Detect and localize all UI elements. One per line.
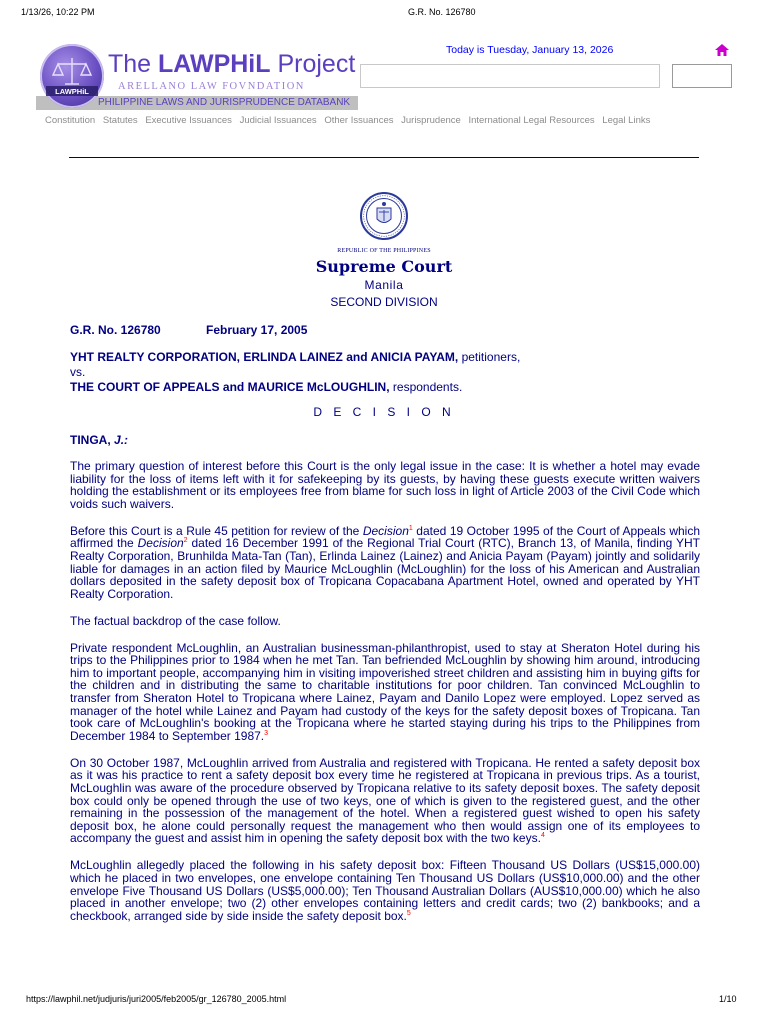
home-icon[interactable] — [714, 43, 730, 57]
versus-label: vs. — [70, 365, 86, 379]
paragraph-6: McLoughlin allegedly placed the following in his safety deposit box: Fifteen Thousand US Dollars (US$15,000.00) which he placed in two envelopes, one envelope containing Ten Thousand US Dollars (US$10,000.00) and the other envelope Five Thousand US Dollars (US$5,000.00); Ten Thousand Australian Dollars (AUS$10,000.00) which he also placed in another envelope; two (2) other envelopes containing letters and credit cards; two (2) bankbooks; and a checkbook, arranged side by side inside the safety deposit box.$^5$ — [70, 858, 700, 923]
court-name: Supreme Court — [315, 257, 453, 276]
print-url: https://lawphil.net/judjuris/juri2005/feb2005/gr_126780_2005.html — [26, 994, 287, 1004]
court-city: Manila — [364, 278, 404, 292]
footnote-link-5[interactable]: 5 — [406, 909, 411, 917]
lawphil-seal-logo — [40, 44, 104, 108]
main-nav — [45, 115, 655, 126]
paragraph-4: Private respondent McLoughlin, an Australian businessman-philanthropist, used to stay at Sheraton Hotel during his trips to the Philippines prior to 1984 when he met Tan. Tan befriended McLoughlin by showing him around, introducing him to important people, accompanying him in visiting impoverished street children and assisting him in buying gifts for the children and in distributing the same to charitable institutions for poor children. Tan convinced McLoughlin to transfer from Sheraton Hotel to Tropicana where Lainez, Payam and Danilo Lopez were employed. Lopez served as manager of the hotel while Lainez and Payam had custody of the keys for the safety deposit boxes of Tropicana. Tan took care of McLoughlin's booking at the Tropicana where he started staying during his trips to the Philippines from December 1984 to September 1987.$^3$ — [70, 640, 700, 743]
paragraph-2: Before this Court is a Rule 45 petition for review of the Decision$^1$ dated 19 October 1995 of the Court of Appeals which affirmed the Decision$^2$ dated 16 December 1991 of the Regional Trial Court (RTC), Branch 13, of Manila, finding YHT Realty Corporation, Brunhilda Mata-Tan (Tan), Erlinda Lainez (Lainez) and Anicia Payam (Payam) jointly and solidarily liable for damages in an action filed by Maurice McLoughlin (McLoughlin) for the loss of his American and Australian dollars deposited in the safety deposit box of Tropicana Copacabana Apartment Hotel, owned and operated by YHT Realty Corporation. — [70, 523, 700, 601]
foundation-label: ARELLANO LAW FOVNDATION — [118, 81, 305, 92]
nav-statutes[interactable]: Statutes — [102, 115, 138, 126]
respondents: THE COURT OF APPEALS and MAURICE McLOUGHLIN, — [70, 380, 390, 394]
print-title: G.R. No. 126780 — [408, 7, 476, 17]
print-page-number: 1/10 — [719, 994, 737, 1004]
footnote-link-2[interactable]: 2 — [183, 537, 188, 545]
paragraph-1: The primary question of interest before this Court is the only legal issue in the case: It is whether a hotel may evade liability for the loss of items left with it for safekeeping by its guests, by having these guests execute written waivers holding the establishment or its employees free from blame for such loss in light of Article 2003 of the Civil Code which voids such waivers. — [70, 459, 700, 511]
search-input[interactable] — [360, 64, 660, 88]
decision-date: February 17, 2005 — [206, 323, 308, 337]
site-title: The LAWPHiL Project — [108, 50, 356, 78]
nav-executive-issuances[interactable]: Executive Issuances — [145, 115, 232, 126]
nav-constitution[interactable]: Constitution — [45, 115, 96, 126]
nav-international-legal-resources[interactable]: International Legal Resources — [468, 115, 595, 126]
databank-label: PHILIPPINE LAWS AND JURISPRUDENCE DATABANK — [98, 97, 351, 108]
petitioners: YHT REALTY CORPORATION, ERLINDA LAINEZ and ANICIA PAYAM, — [70, 350, 459, 364]
supreme-court-seal-icon — [360, 192, 408, 240]
nav-judicial-issuances[interactable]: Judicial Issuances — [239, 115, 317, 126]
today-date: Today is Tuesday, January 13, 2026 — [446, 44, 614, 56]
decision-body — [70, 460, 700, 922]
print-datetime: 1/13/26, 10:22 PM — [21, 7, 95, 17]
republic-label: REPUBLIC OF THE PHILIPPINES — [337, 248, 431, 254]
header-divider — [69, 157, 699, 158]
petitioners-role: petitioners, — [458, 350, 521, 364]
nav-legal-links[interactable]: Legal Links — [602, 115, 651, 126]
paragraph-3: The factual backdrop of the case follow. — [70, 613, 281, 628]
footnote-link-1[interactable]: 1 — [408, 524, 413, 532]
case-parties — [70, 350, 700, 395]
footnote-link-3[interactable]: 3 — [264, 729, 269, 737]
site-logo[interactable] — [36, 40, 356, 114]
nav-jurisprudence[interactable]: Jurisprudence — [401, 115, 461, 126]
footnote-link-4[interactable]: 4 — [540, 832, 545, 840]
decision-heading: D E C I S I O N — [313, 405, 455, 419]
ponente: TINGA, J.: — [70, 433, 129, 447]
nav-other-issuances[interactable]: Other Issuances — [324, 115, 394, 126]
respondents-role: respondents. — [389, 380, 463, 394]
court-division: SECOND DIVISION — [330, 295, 438, 309]
gr-number: G.R. No. 126780 — [70, 323, 161, 337]
paragraph-5: On 30 October 1987, McLoughlin arrived from Australia and registered with Tropicana. He rented a safety deposit box as it was his practice to rent a safety deposit box every time he registered at Tropicana in previous trips. As a tourist, McLoughlin was aware of the procedure observed by Tropicana relative to its safety deposit boxes. The safety deposit box could only be opened through the use of two keys, one of which is given to the registered guest, and the other remaining in the possession of the management of the hotel. When a registered guest wished to open his safety deposit box, he alone could personally request the management who then would assign one of its employees to accompany the guest and assist him in opening the safety deposit box with the two keys.$^4$ — [70, 755, 700, 846]
search-button[interactable] — [672, 64, 732, 88]
logo-text: LAWPHiL — [55, 87, 89, 96]
